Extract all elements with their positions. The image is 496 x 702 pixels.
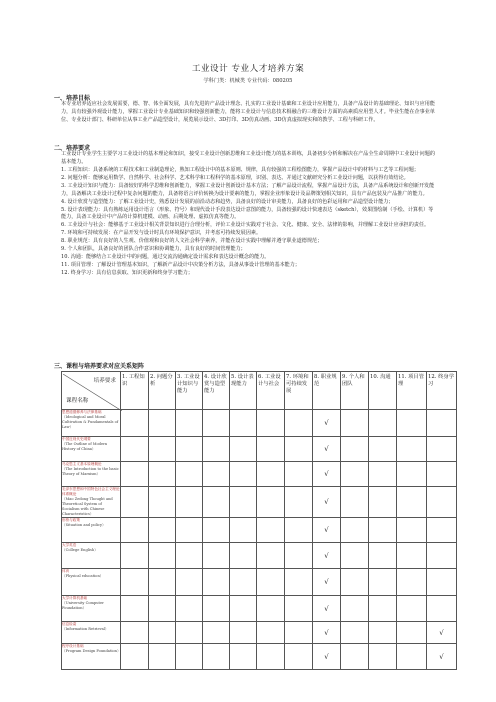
matrix-mark-cell	[121, 487, 149, 518]
matrix-mark-cell	[149, 437, 176, 462]
matrix-mark-cell	[149, 569, 176, 596]
course-name-en: （Mao Zedong Thought and Theoretical System of Socialism with Chinese Characteristics）	[62, 497, 113, 516]
matrix-mark-cell	[427, 487, 457, 518]
matrix-mark-cell	[121, 410, 149, 437]
course-name-en: （Physical education）	[62, 574, 104, 578]
matrix-mark-cell	[341, 569, 369, 596]
requirement-item: 1. 工程知识：具备系统的工程技术和工业制造理论，熟知工程设计中的基本原则、规律，具有较强的工程绘图能力，掌握产品设计中的材料与工艺等工程问题；	[61, 167, 419, 173]
course-name-en: （The Outline of Modern History of China）	[62, 442, 108, 451]
matrix-mark-cell	[341, 410, 369, 437]
matrix-column-header: 8. 职业规范	[313, 372, 341, 410]
matrix-mark-cell	[369, 410, 397, 437]
matrix-mark-cell: √	[313, 518, 341, 543]
matrix-mark-cell	[176, 569, 203, 596]
matrix-mark-cell	[285, 569, 313, 596]
course-name-en: （Program Design Foundation）	[62, 649, 121, 653]
matrix-mark-cell	[285, 437, 313, 462]
matrix-mark-cell: √	[427, 644, 457, 670]
matrix-mark-cell	[427, 569, 457, 596]
matrix-mark-cell	[427, 543, 457, 569]
course-name-zh: 思想道德修养与法律基础	[62, 410, 102, 414]
course-name-cell	[62, 644, 121, 670]
matrix-column-header: 2. 问题分析	[149, 372, 176, 410]
matrix-mark-cell	[149, 518, 176, 543]
matrix-mark-cell	[369, 543, 397, 569]
matrix-column-header: 4. 设计欣赏与造型能力	[203, 372, 230, 410]
matrix-mark-cell	[149, 596, 176, 622]
matrix-row	[62, 569, 457, 596]
matrix-mark-cell	[369, 644, 397, 670]
matrix-mark-cell	[203, 410, 230, 437]
matrix-mark-cell	[341, 462, 369, 487]
matrix-mark-cell: √	[313, 462, 341, 487]
requirement-item: 8. 职业规范：具有良好的人生观、价值观和良好的人文社会科学素养，并能在设计实践中理解并遵守职业道德规范；	[61, 238, 323, 245]
requirement-item: 11. 项目管理：了解设计管理基本知识，了解新产品设计中决策分析方法，具备从事设计管理的基本能力；	[61, 261, 300, 268]
matrix-mark-cell	[176, 543, 203, 569]
matrix-mark-cell	[285, 410, 313, 437]
matrix-column-header: 7. 环境和可持续发展	[285, 372, 313, 410]
matrix-mark-cell	[149, 487, 176, 518]
matrix-mark-cell	[341, 518, 369, 543]
requirement-item: 2. 问题分析：能够运用数学、自然科学、社会科学、艺术科学和工程科学的基本原理，识别、表达、并通过文献研究分析工业设计问题，以获得有效结论。	[61, 174, 409, 181]
matrix-column-header: 12. 终身学习	[427, 372, 457, 410]
requirement-item: 4. 设计欣赏与造型能力：了解工业设计史，熟悉设计发展的前沿动态和趋势，具备良好的设计审美能力，具备良好的色彩运用和产品造型设计能力；	[61, 198, 394, 205]
course-name-zh: 信息检索	[62, 622, 77, 626]
requirement-item: 3. 工业设计知识与能力：具备较好的科学思维和创新能力，掌握工业设计创新设计基本方法；了解产品设计流程，掌握产品设计方法，具备产品系统设计和创新开发能力，具备解决工业设计过程中复杂问题的能力，具备将语言评价转换为设计要素的能力，掌握企业形象设计及品牌策划相关知识，具有产品包装及产品推广的能力。	[61, 182, 435, 197]
matrix-mark-cell	[176, 596, 203, 622]
matrix-mark-cell	[341, 543, 369, 569]
matrix-mark-cell	[176, 622, 203, 644]
matrix-mark-cell	[176, 487, 203, 518]
matrix-mark-cell	[427, 462, 457, 487]
matrix-mark-cell	[203, 543, 230, 569]
course-name-en: （Information Retrieval）	[62, 627, 109, 631]
matrix-mark-cell	[397, 437, 427, 462]
course-name-en: （Situation and policy）	[62, 523, 106, 527]
matrix-mark-cell	[257, 462, 285, 487]
course-requirement-matrix	[61, 371, 457, 670]
matrix-mark-cell	[230, 543, 257, 569]
section-heading-objectives: 一、培养目标	[54, 95, 91, 102]
requirements-intro: 工业设计专业学生主要学习工业设计的基本理论和知识，接受工业设计创新思维和工业设计能力的基本训练，具备初步分析和解决在产品全生命周期中工业设计问题的基本能力。	[61, 151, 435, 165]
requirement-item: 10. 沟通：能够结合工业设计中的问题，通过交流沟通确定设计需求和表达设计概念的能力。	[61, 253, 270, 260]
matrix-mark-cell: √	[313, 644, 341, 670]
matrix-mark-cell	[285, 487, 313, 518]
matrix-mark-cell	[203, 437, 230, 462]
matrix-mark-cell: √	[313, 596, 341, 622]
matrix-mark-cell	[203, 462, 230, 487]
matrix-mark-cell	[176, 462, 203, 487]
matrix-mark-cell	[257, 622, 285, 644]
matrix-row	[62, 644, 457, 670]
matrix-mark-cell	[397, 518, 427, 543]
course-name-cell	[62, 462, 121, 487]
matrix-mark-cell	[257, 518, 285, 543]
matrix-mark-cell	[427, 596, 457, 622]
section-heading-matrix: 三、课程与培养要求对应关系矩阵	[54, 363, 145, 370]
matrix-mark-cell	[257, 410, 285, 437]
course-name-zh: 大学英语	[62, 543, 77, 547]
matrix-mark-cell	[341, 487, 369, 518]
matrix-mark-cell: √	[427, 622, 457, 644]
matrix-mark-cell	[203, 596, 230, 622]
matrix-mark-cell	[285, 644, 313, 670]
course-name-zh: 程序设计基础	[62, 644, 84, 648]
matrix-mark-cell	[176, 437, 203, 462]
document-title: 工业设计 专业人才培养方案	[191, 64, 305, 74]
matrix-mark-cell	[230, 487, 257, 518]
matrix-row	[62, 543, 457, 569]
matrix-mark-cell	[397, 569, 427, 596]
course-name-cell	[62, 596, 121, 622]
matrix-mark-cell	[176, 410, 203, 437]
matrix-mark-cell	[397, 462, 427, 487]
matrix-mark-cell	[285, 596, 313, 622]
course-name-cell	[62, 487, 121, 518]
course-name-cell	[62, 622, 121, 644]
matrix-mark-cell	[257, 596, 285, 622]
course-name-zh: 大学计算机基础	[62, 596, 88, 600]
matrix-mark-cell	[203, 644, 230, 670]
requirement-item: 9. 个人和团队，具备良好的团队合作意识和协调能力，具有良好的时间管理能力；	[61, 246, 246, 253]
matrix-row	[62, 596, 457, 622]
matrix-column-header: 10. 沟通	[369, 372, 397, 410]
matrix-mark-cell	[203, 622, 230, 644]
matrix-mark-cell	[341, 622, 369, 644]
matrix-row	[62, 437, 457, 462]
course-name-zh: 体育	[62, 569, 70, 573]
matrix-row	[62, 410, 457, 437]
matrix-mark-cell	[369, 487, 397, 518]
course-name-zh: 马克思主义基本原理概论	[62, 462, 102, 466]
matrix-mark-cell	[257, 644, 285, 670]
matrix-mark-cell	[285, 462, 313, 487]
matrix-mark-cell	[397, 644, 427, 670]
matrix-mark-cell	[121, 596, 149, 622]
matrix-mark-cell: √	[313, 543, 341, 569]
matrix-mark-cell	[203, 487, 230, 518]
course-name-cell	[62, 437, 121, 462]
matrix-mark-cell	[369, 518, 397, 543]
matrix-mark-cell	[121, 569, 149, 596]
course-name-en: （The Introduction to the basic Theory of Marxism）	[62, 467, 119, 476]
course-name-cell	[62, 569, 121, 596]
matrix-mark-cell	[257, 569, 285, 596]
matrix-column-header: 1. 工程知识	[121, 372, 149, 410]
matrix-mark-cell	[230, 622, 257, 644]
matrix-mark-cell: √	[313, 410, 341, 437]
course-name-zh: 形势与政策	[62, 518, 80, 522]
matrix-mark-cell: √	[313, 437, 341, 462]
matrix-mark-cell	[397, 487, 427, 518]
matrix-mark-cell	[203, 518, 230, 543]
matrix-mark-cell	[369, 569, 397, 596]
matrix-mark-cell	[369, 462, 397, 487]
matrix-mark-cell	[230, 569, 257, 596]
matrix-mark-cell	[121, 518, 149, 543]
matrix-mark-cell: √	[313, 487, 341, 518]
matrix-mark-cell	[230, 410, 257, 437]
matrix-mark-cell	[341, 437, 369, 462]
document-meta: 学科门类：机械类 专业代码：080205	[203, 78, 293, 84]
matrix-mark-cell	[121, 644, 149, 670]
requirement-item: 7. 环境和可持续发展：在产品开发与设计时具有环境保护意识，并考虑可持续发展因素。	[61, 230, 262, 237]
matrix-row	[62, 518, 457, 543]
matrix-mark-cell	[149, 543, 176, 569]
matrix-mark-cell	[257, 437, 285, 462]
matrix-mark-cell	[149, 462, 176, 487]
requirements-list	[61, 167, 435, 278]
matrix-column-header: 5. 设计表现能力	[230, 372, 257, 410]
matrix-column-header: 3. 工业设计知识与能力	[176, 372, 203, 410]
matrix-mark-cell	[369, 622, 397, 644]
matrix-row	[62, 487, 457, 518]
corner-label-requirements: 培养要求	[93, 378, 116, 384]
matrix-row	[62, 622, 457, 644]
matrix-mark-cell	[397, 543, 427, 569]
matrix-mark-cell	[427, 518, 457, 543]
matrix-mark-cell: √	[313, 569, 341, 596]
matrix-mark-cell	[397, 410, 427, 437]
course-name-cell	[62, 518, 121, 543]
matrix-mark-cell	[176, 518, 203, 543]
matrix-mark-cell	[257, 487, 285, 518]
course-name-cell	[62, 543, 121, 569]
matrix-mark-cell	[230, 596, 257, 622]
requirement-item: 5. 设计表现能力：具有熟练运用设计语言（形象、符号）和现代设计手段表达设计意图的能力，具备较强的设计快速表达（sketch），效果图绘制（手绘、计算机）等能力，具备工业设计中产品的计算机建模、动画、后期处理、虚拟仿真等能力。	[61, 206, 434, 221]
matrix-mark-cell	[176, 644, 203, 670]
matrix-corner-header	[62, 372, 121, 410]
matrix-column-header: 9. 个人和团队	[341, 372, 369, 410]
course-name-zh: 毛泽东思想和中国特色社会主义理论体系概论	[62, 487, 120, 496]
corner-label-courses: 课程名称	[66, 398, 89, 404]
matrix-mark-cell	[121, 437, 149, 462]
course-name-en: （University Computer Foundation）	[62, 601, 104, 610]
matrix-mark-cell	[230, 518, 257, 543]
course-name-cell	[62, 410, 121, 437]
objectives-paragraph: 本专业培养适应社会发展需要，德、智、体全面发展，具有先进的产品设计理念、扎实的工业设计基础和工业设计应用能力，具备产品设计的基础理论、知识与应用能力，具有较强外观设计能力，掌握工业设计专业基础知识和较强创新能力，能将工业设计与信息技术相融合的三维设计方面的高素质应用型人才。毕业生能在企事业单位、专业设计部门、科研单位从事工业产品造型设计，展览展示设计、3D打印、3D仿真动画、3D仿真虚拟现实和的教学、工程与科研工作。	[61, 101, 435, 123]
matrix-mark-cell	[149, 410, 176, 437]
matrix-mark-cell	[285, 518, 313, 543]
matrix-mark-cell	[203, 569, 230, 596]
matrix-mark-cell	[257, 543, 285, 569]
matrix-mark-cell	[285, 622, 313, 644]
matrix-mark-cell	[230, 644, 257, 670]
matrix-mark-cell: √	[313, 622, 341, 644]
matrix-mark-cell	[369, 596, 397, 622]
matrix-mark-cell	[285, 543, 313, 569]
matrix-mark-cell	[397, 596, 427, 622]
matrix-mark-cell	[121, 622, 149, 644]
matrix-mark-cell	[427, 437, 457, 462]
matrix-mark-cell	[149, 622, 176, 644]
matrix-mark-cell	[397, 622, 427, 644]
matrix-mark-cell	[341, 644, 369, 670]
section-heading-requirements: 二、培养要求	[54, 145, 91, 152]
matrix-mark-cell	[149, 644, 176, 670]
requirement-item: 12. 终身学习：具有信息获取、知识更新和终身学习能力；	[61, 269, 193, 276]
course-name-en: （College English）	[62, 548, 98, 552]
matrix-mark-cell	[230, 437, 257, 462]
requirement-item: 6. 工业设计与社会：能够基于工业设计相关背景知识进行合理分析，评价工业设计实践对于社会、文化、健康、安全、法律的影响，并理解工业设计应承担的责任。	[61, 222, 430, 229]
matrix-mark-cell	[121, 462, 149, 487]
matrix-row	[62, 462, 457, 487]
course-name-en: （Ideological and Moral Cultivation & Fundamentals of Law）	[62, 415, 119, 429]
matrix-mark-cell	[121, 543, 149, 569]
matrix-mark-cell	[230, 462, 257, 487]
course-name-zh: 中国近现代史纲要	[62, 437, 91, 441]
matrix-mark-cell	[427, 410, 457, 437]
matrix-column-header: 6. 工业设计与社会	[257, 372, 285, 410]
matrix-column-header: 11. 项目管理	[397, 372, 427, 410]
matrix-mark-cell	[369, 437, 397, 462]
matrix-mark-cell	[341, 596, 369, 622]
